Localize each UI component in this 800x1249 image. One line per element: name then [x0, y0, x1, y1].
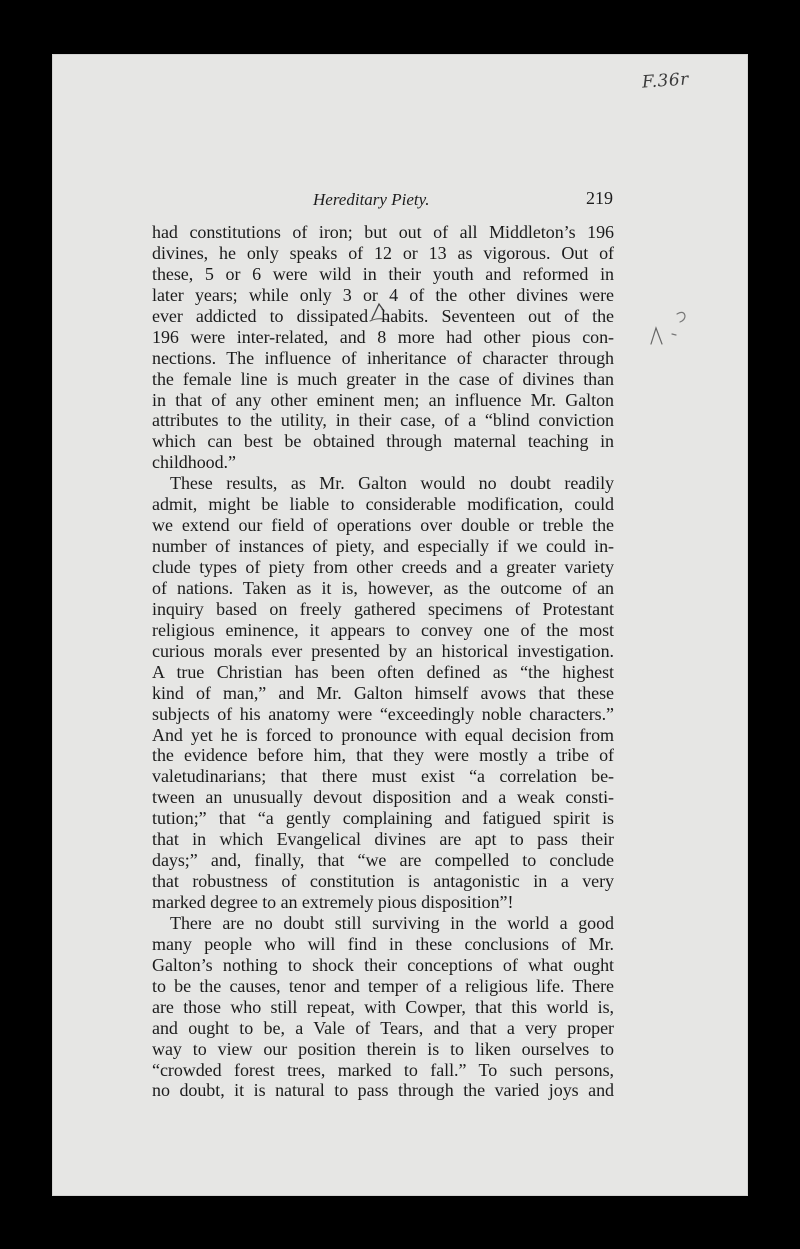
text-line: 196 were inter-related, and 8 more had other pious con- — [152, 326, 614, 347]
text-line: valetudinarians; that there must exist “a correlation be- — [152, 766, 614, 787]
text-line: Galton’s nothing to shock their conceptions of what ought — [152, 954, 614, 975]
text-line: subjects of his anatomy were “exceedingly noble characters.” — [152, 703, 614, 724]
text-line: childhood.” — [152, 452, 236, 473]
page-number: 219 — [586, 188, 613, 208]
text-line: which can best be obtained through maternal teaching in — [152, 431, 614, 452]
text-line: to be the causes, tenor and temper of a religious life. There — [152, 975, 614, 996]
text-line: curious morals ever presented by an historical investigation. — [152, 640, 614, 661]
text-line: are those who still repeat, with Cowper, that this world is, — [152, 996, 614, 1017]
archive-folio-mark: F.36r — [641, 69, 690, 93]
text-line: many people who will find in these conclusions of Mr. — [152, 933, 614, 954]
text-line: inquiry based on freely gathered specimens of Protestant — [152, 598, 614, 619]
text-line: of nations. Taken as it is, however, as the outcome of an — [152, 577, 614, 598]
text-line: “crowded forest trees, marked to fall.” To such persons, — [152, 1059, 614, 1080]
text-line: number of instances of piety, and especially if we could in- — [152, 536, 614, 557]
paragraph-start-line: These results, as Mr. Galton would no doubt readily — [170, 473, 614, 494]
running-title: Hereditary Piety. — [313, 190, 430, 209]
text-line: And yet he is forced to pronounce with equal decision from — [152, 724, 614, 745]
text-line: kind of man,” and Mr. Galton himself avows that these — [152, 682, 614, 703]
text-line: marked degree to an extremely pious disposition”! — [152, 892, 514, 912]
text-line: ever addicted to dissipated habits. Seventeen out of the — [152, 305, 614, 326]
running-head — [140, 188, 640, 214]
text-line: and ought to be, a Vale of Tears, and that a very proper — [152, 1017, 614, 1038]
text-line: that robustness of constitution is antagonistic in a very — [152, 871, 614, 892]
text-line: tween an unusually devout disposition and a weak consti- — [152, 787, 614, 808]
text-line: no doubt, it is natural to pass through the varied joys and — [152, 1080, 614, 1101]
text-line: admit, might be liable to considerable modification, could — [152, 494, 614, 515]
text-line: days;” and, finally, that “we are compelled to conclude — [152, 850, 614, 871]
text-line: that in which Evangelical divines are apt to pass their — [152, 829, 614, 850]
paragraph-start-line: There are no doubt still surviving in the world a good — [170, 912, 614, 933]
text-line: religious eminence, it appears to convey one of the most — [152, 619, 614, 640]
text-line: nections. The influence of inheritance of character through — [152, 347, 614, 368]
text-line: way to view our position therein is to liken ourselves to — [152, 1038, 614, 1059]
text-line: these, 5 or 6 were wild in their youth and reformed in — [152, 263, 614, 284]
text-line: divines, he only speaks of 12 or 13 as vigorous. Out of — [152, 242, 614, 263]
text-line: we extend our field of operations over double or treble the — [152, 515, 614, 536]
text-line: A true Christian has been often defined as “the highest — [152, 661, 614, 682]
text-line: had constitutions of iron; but out of all Middleton’s 196 — [152, 222, 614, 242]
body-text — [152, 222, 614, 1101]
text-line: attributes to the utility, in their case, of a “blind conviction — [152, 410, 614, 431]
handwritten-margin-mark — [650, 308, 690, 358]
text-line: tution;” that “a gently complaining and fatigued spirit is — [152, 808, 614, 829]
text-line: the female line is much greater in the case of divines than — [152, 368, 614, 389]
text-line: clude types of piety from other creeds and a greater variety — [152, 557, 614, 577]
text-line: in that of any other eminent men; an influence Mr. Galton — [152, 389, 614, 410]
text-line: later years; while only 3 or 4 of the other divines were — [152, 284, 614, 305]
text-line: the evidence before him, that they were mostly a tribe of — [152, 745, 614, 766]
